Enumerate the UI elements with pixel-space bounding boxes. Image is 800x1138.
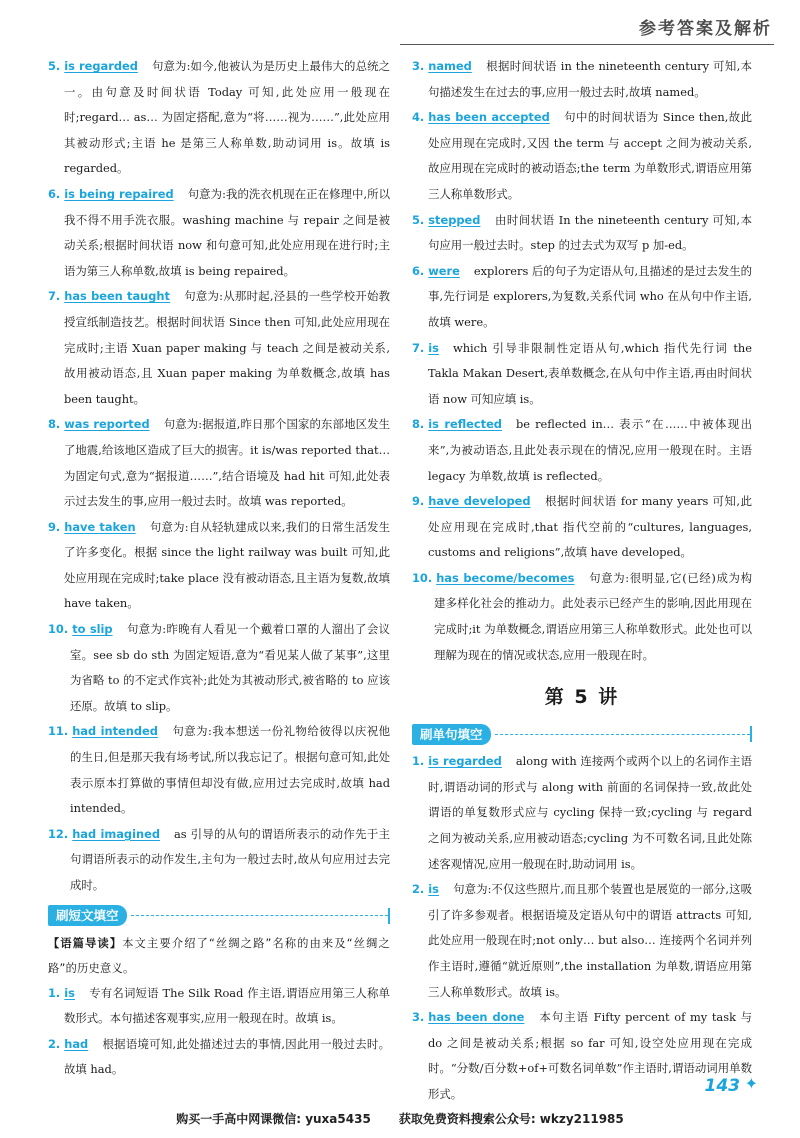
- item-explanation: 句意为:我本想送一份礼物给彼得以庆祝他的生日,但是那天我有场考试,所以我忘记了。根据句意可知,此处表示原本打算做的事情但却没有做,应用过去完成时,故填 had intended。: [70, 724, 390, 816]
- item-explanation: 句中的时间状语为 Since then,故此处应用现在完成时,又因 the term 与 accept 之间为被动关系,故应用现在完成时的被动语态;the term 为单数形式,谓语应用第三人称单数形式。: [428, 110, 752, 201]
- page-header-title: 参考答案及解析: [639, 19, 772, 39]
- item-number: 7.: [412, 340, 425, 355]
- item-explanation: 由时间状语 In the nineteenth century 可知,本句应用一般过去时。step 的过去式为双写 p 加-ed。: [428, 212, 752, 253]
- item-number: 2.: [412, 882, 425, 897]
- item-explanation: 根据时间状语 in the nineteenth century 可知,本句描述发生在过去的事,应用一般过去时,故填 named。: [428, 59, 752, 99]
- item-explanation: 根据语境可知,此处描述过去的事情,因此用一般过去时。故填 had。: [64, 1036, 390, 1077]
- answer-item: [412, 749, 752, 877]
- section-bar-passage: [48, 905, 390, 927]
- footer: [0, 1110, 800, 1127]
- item-answer: is: [428, 340, 439, 355]
- item-explanation: 句意为:自从轻轨建成以来,我们的日常生活发生了许多变化。根据 since the light railway was built 可知,此处应用现在完成时;take place 没有被动语态,且主语为复数,故填 have taken。: [64, 519, 390, 611]
- item-answer: is being repaired: [64, 186, 174, 201]
- item-number: 11.: [48, 724, 69, 739]
- item-number: 7.: [48, 289, 61, 304]
- guide-text: 本文主要介绍了“丝绸之路”名称的由来及“丝绸之路”的历史意义。: [48, 936, 390, 975]
- item-explanation: 句意为:如今,他被认为是历史上最伟大的总统之一。由句意及时间状语 Today 可知,此处应用一般现在时;regard… as… 为固定搭配,意为“将……视为……”,此处应用其被动形式;主语 he 是第三人称单数,助动词用 is。故填 is regarded。: [64, 59, 391, 176]
- item-explanation: 句意为:不仅这些照片,而且那个装置也是展览的一部分,这吸引了许多参观者。根据语境及定语从句中的谓语 attracts 可知,此处应用一般现在时;not only… but also… 连接两个名词并列作主语时,遵循“就近原则”,the installation 为单数,谓语应用第三人称单数形式。故填 is。: [428, 882, 752, 999]
- answer-item: [48, 284, 390, 412]
- page-number: 143: [704, 1076, 740, 1096]
- item-number: 1.: [48, 985, 61, 1000]
- right-answer-list-b: [412, 749, 752, 1107]
- item-answer: has become/becomes: [436, 570, 575, 585]
- item-answer: had imagined: [72, 826, 160, 841]
- item-answer: is reflected: [428, 417, 502, 432]
- item-answer: is regarded: [64, 59, 138, 73]
- item-number: 6.: [412, 263, 425, 278]
- section-divider: [495, 734, 750, 735]
- answer-item: [412, 412, 752, 489]
- item-number: 5.: [412, 212, 425, 227]
- item-number: 1.: [412, 754, 425, 769]
- answer-item: [412, 877, 752, 1005]
- answer-item: [48, 981, 390, 1032]
- answer-item: [48, 1032, 390, 1083]
- item-number: 2.: [48, 1036, 61, 1051]
- item-explanation: be reflected in… 表示“在……中被体现出来”,为被动语态,且此处表示现在的情况,应用一般现在时。主语 legacy 为单数,故填 is reflected。: [428, 417, 752, 483]
- lecture-title: 第 5 讲: [544, 686, 620, 709]
- right-column: [412, 54, 752, 1108]
- item-answer: is: [428, 882, 439, 897]
- item-number: 6.: [48, 186, 61, 201]
- answer-item: [412, 566, 752, 668]
- sparkle-star-icon: ✦: [744, 1074, 758, 1093]
- left-column: [48, 54, 390, 1083]
- item-answer: have developed: [428, 494, 531, 509]
- answer-item: [412, 336, 752, 413]
- item-number: 10.: [48, 622, 69, 637]
- item-answer: have taken: [64, 519, 136, 534]
- header-rule: [400, 44, 774, 45]
- item-answer: has been accepted: [428, 110, 550, 125]
- section-label: 刷短文填空: [48, 905, 127, 926]
- item-answer: were: [428, 263, 460, 278]
- item-answer: had intended: [72, 724, 158, 739]
- item-explanation: 专有名词短语 The Silk Road 作主语,谓语应用第三人称单数形式。本句描述客观事实,应用一般现在时。故填 is。: [64, 985, 390, 1026]
- item-explanation: 本句主语 Fifty percent of my task 与 do 之间是被动关系;根据 so far 可知,设空处应用现在完成时。“分数/百分数+of+可数名词单数”作主语时,谓语动词用单数形式。: [428, 1010, 753, 1101]
- item-explanation: explorers 后的句子为定语从句,且描述的是过去发生的事,先行词是 explorers,为复数,关系代词 who 在从句中作主语,故填 were。: [428, 263, 752, 329]
- answer-item: [48, 515, 390, 617]
- item-explanation: as 引导的从句的谓语所表示的动作先于主句谓语所表示的动作发生,主句为一般过去时,故从句应用过去完成时。: [70, 826, 390, 892]
- item-explanation: which 引导非限制性定语从句,which 指代先行词 the Takla Makan Desert,表单数概念,在从句中作主语,再由时间状语 now 可知应填 is。: [428, 340, 752, 406]
- item-explanation: 句意为:我的洗衣机现在正在修理中,所以我不得不用手洗衣服。washing machine 与 repair 之间是被动关系;根据时间状语 now 和句意可知,此处应用现在进行时;主语为第三人称单数,故填 is being repaired。: [64, 186, 391, 278]
- item-number: 9.: [48, 519, 61, 534]
- item-number: 4.: [412, 110, 425, 125]
- answer-item: [412, 105, 752, 207]
- item-explanation: 句意为:据报道,昨日那个国家的东部地区发生了地震,给该地区造成了巨大的损害。it is/was reported that… 为固定句式,意为“据报道……”,结合语境及 had hit 可知,此处表示过去发生的事,应用一般过去时。故填 was reported。: [64, 417, 390, 509]
- item-answer: to slip: [72, 622, 113, 637]
- answer-item: [48, 182, 390, 284]
- item-answer: named: [428, 59, 472, 73]
- item-answer: had: [64, 1036, 89, 1051]
- guide-tag: 【语篇导读】: [48, 936, 123, 950]
- item-answer: was reported: [64, 417, 150, 432]
- left-answer-list-b: [48, 981, 390, 1083]
- item-number: 9.: [412, 494, 425, 509]
- answer-item: [412, 208, 752, 259]
- item-answer: stepped: [428, 212, 481, 227]
- passage-guide: [48, 931, 390, 981]
- item-number: 10.: [412, 570, 433, 585]
- answer-item: [412, 1005, 752, 1107]
- section-divider: [131, 915, 388, 916]
- section-divider-end: [750, 726, 752, 742]
- item-explanation: 句意为:从那时起,泾县的一些学校开始教授宣纸制造技艺。根据时间状语 Since then 可知,此处应用现在完成时;主语 Xuan paper making 与 teach 之间是被动关系,故用被动语态,且 Xuan paper making 为单数概念,故填 has been taught。: [64, 289, 391, 406]
- footer-right-text: 获取免费资料搜索公众号: wkzy211985: [398, 1112, 624, 1126]
- section-label: 刷单句填空: [412, 724, 491, 745]
- answer-item: [48, 412, 390, 514]
- answer-item: [48, 822, 390, 899]
- answer-item: [412, 489, 752, 566]
- answer-item: [48, 54, 390, 182]
- right-answer-list-a: [412, 54, 752, 668]
- footer-left-text: 购买一手高中网课微信: yuxa5435: [176, 1112, 371, 1126]
- left-answer-list-a: [48, 54, 390, 899]
- item-number: 8.: [48, 417, 61, 432]
- item-number: 12.: [48, 826, 69, 841]
- item-answer: is regarded: [428, 754, 502, 769]
- item-explanation: 根据时间状语 for many years 可知,此处应用现在完成时,that 指代空前的“cultures, languages, customs and religions”,故填 have developed。: [428, 494, 752, 560]
- item-explanation: 句意为:很明显,它(已经)成为构建多样化社会的推动力。此处表示已经产生的影响,因此用现在完成时;it 为单数概念,谓语应用第三人称单数形式。此处也可以理解为现在的情况或状态,应用一般现在时。: [434, 570, 752, 662]
- item-number: 8.: [412, 417, 425, 432]
- answer-item: [48, 617, 390, 719]
- item-answer: has been taught: [64, 289, 170, 304]
- answer-item: [412, 54, 752, 105]
- item-explanation: along with 连接两个或两个以上的名词作主语时,谓语动词的形式与 along with 前面的名词保持一致,故此处谓语的单复数形式应与 cycling 保持一致;cycling 与 regard 之间为被动关系,应用被动语态;cycling 为不可数名词,且此处陈述客观情况,应用一般现在时,助动词用 is。: [428, 754, 753, 871]
- item-answer: has been done: [428, 1010, 525, 1025]
- answer-item: [48, 719, 390, 821]
- item-answer: is: [64, 985, 75, 1000]
- item-number: 3.: [412, 1010, 425, 1025]
- item-explanation: 句意为:昨晚有人看见一个戴着口罩的人溜出了会议室。see sb do sth 为固定短语,意为“看见某人做了某事”,这里为省略 to 的不定式作宾补;此处为其被动形式,被省略的 to 应该还原。故填 to slip。: [70, 622, 390, 713]
- item-number: 5.: [48, 59, 61, 73]
- section-divider-end: [388, 908, 390, 924]
- item-number: 3.: [412, 59, 425, 73]
- answer-item: [412, 259, 752, 336]
- section-bar-sentence: [412, 723, 752, 745]
